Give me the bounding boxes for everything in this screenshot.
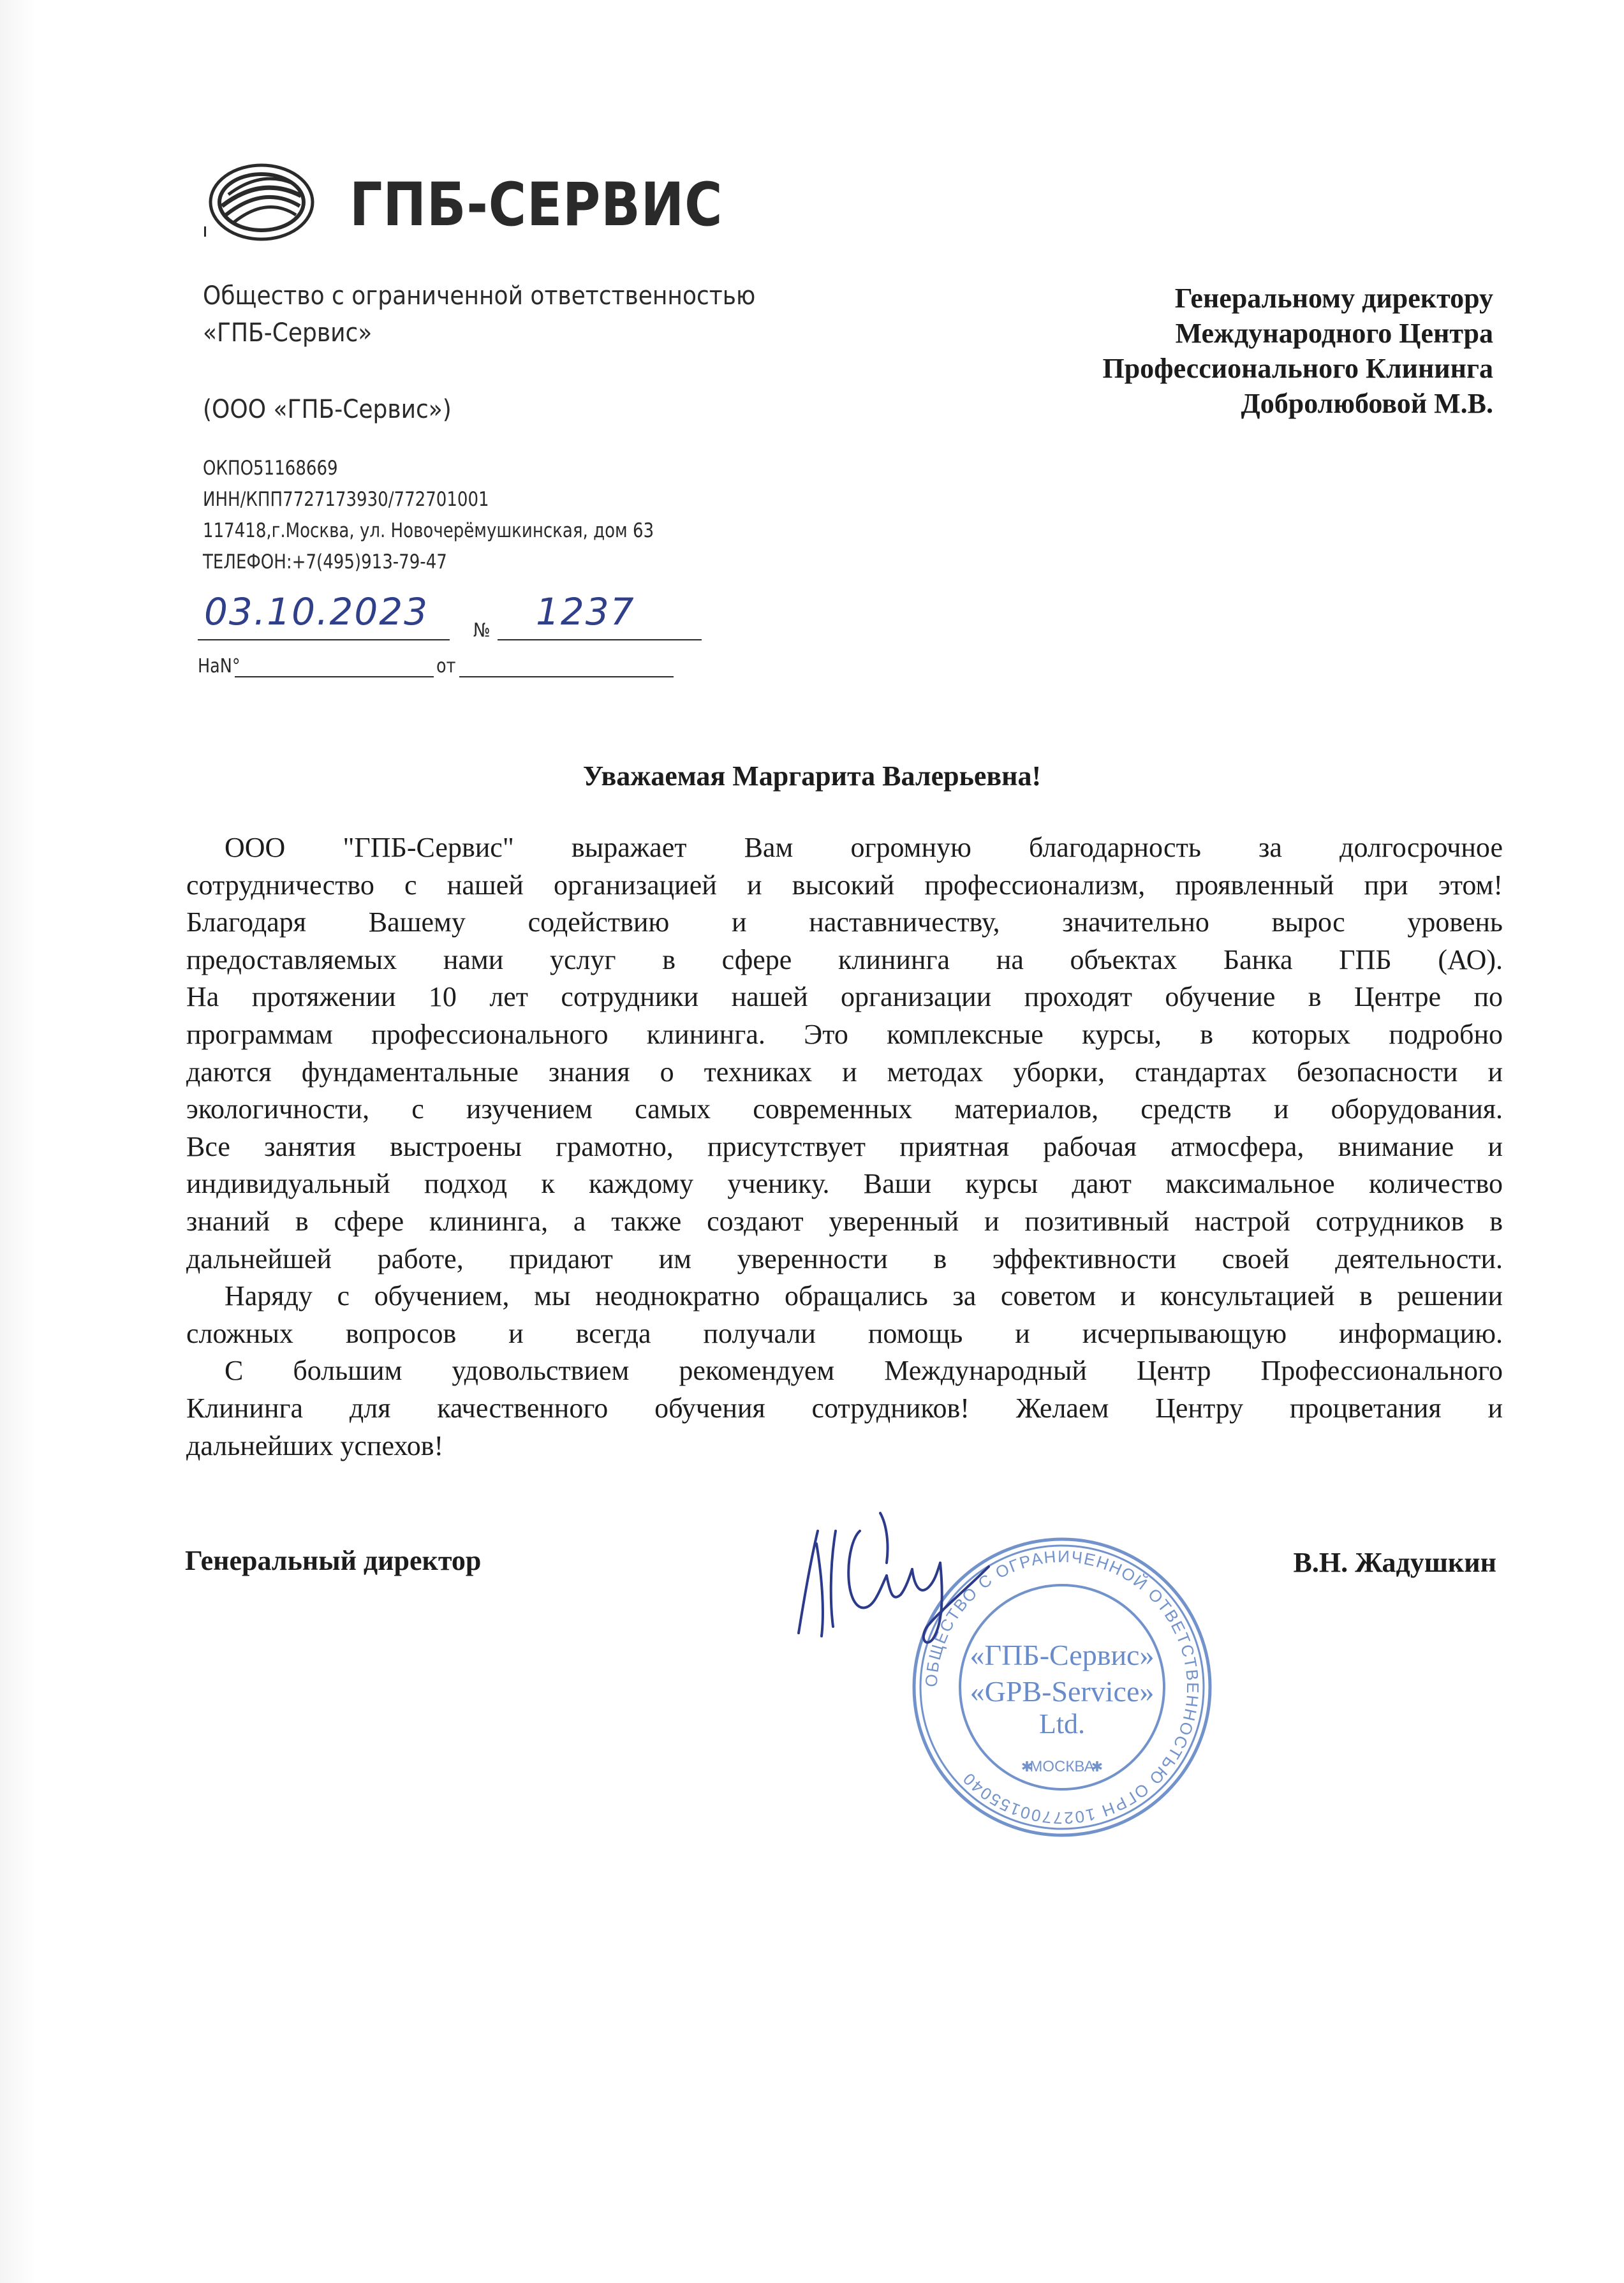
signatory-name: В.Н. Жадушкин — [1293, 1547, 1496, 1578]
from-underline — [459, 676, 674, 677]
okpo-code: ОКПО51168669 — [203, 457, 338, 480]
date-underline — [198, 639, 450, 640]
number-underline — [498, 639, 702, 640]
company-full-name-line1: Общество с ограниченной ответственностью — [203, 281, 756, 311]
company-logo — [203, 156, 723, 252]
inn-kpp-code: ИНН/КПП7727173930/772701001 — [203, 488, 489, 511]
company-requisites — [203, 453, 740, 578]
body-line: знаний в сфере клининга, а также создают уверенный и позитивный настрой сотрудников в — [186, 1205, 1503, 1237]
body-line: дальнейшей работе, придают им уверенности в эффективности своей деятельности. — [186, 1243, 1503, 1274]
addressee-line: Добролюбовой М.В. — [1241, 388, 1493, 419]
scan-edge-shadow — [0, 0, 38, 2283]
body-line: Клининга для качественного обучения сотрудников! Желаем Центру процветания и — [186, 1392, 1503, 1424]
body-line: сложных вопросов и всегда получали помощь и исчерпывающую информацию. — [186, 1317, 1503, 1349]
letter-body — [186, 829, 1503, 1465]
body-line: Благодаря Вашему содействию и наставничеству, значительно вырос уровень — [186, 906, 1503, 938]
signatory-title: Генеральный директор — [185, 1545, 482, 1576]
in-reply-underline — [235, 676, 434, 677]
body-line: На протяжении 10 лет сотрудники нашей организации проходят обучение в Центре по — [186, 981, 1503, 1013]
company-phone: ТЕЛЕФОН:+7(495)913-79-47 — [203, 550, 447, 573]
body-line: экологичности, с изучением самых современных материалов, средств и оборудования. — [186, 1093, 1503, 1125]
addressee-line: Профессионального Клининга — [1102, 353, 1493, 384]
outgoing-date-handwritten: 03.10.2023 — [204, 590, 429, 633]
body-line: программам профессионального клининга. Это комплексные курсы, в которых подробно — [186, 1018, 1503, 1050]
company-name-block — [203, 277, 777, 428]
stamp-city: МОСКВА — [1030, 1758, 1095, 1775]
company-short-name: (ООО «ГПБ-Сервис») — [203, 395, 452, 424]
stamp-name-en: «GPB-Service» — [970, 1675, 1155, 1708]
body-line: индивидуальный подход к каждому ученику. Ваши курсы дают максимальное количество — [186, 1168, 1503, 1200]
body-line: даются фундаментальные знания о техниках и методах уборки, стандартах безопасности и — [186, 1056, 1503, 1088]
company-address: 117418,г.Москва, ул. Новочерёмушкинская, дом 63 — [203, 519, 654, 542]
body-line: Наряду с обучением, мы неоднократно обращались за советом и консультацией в решении — [225, 1280, 1503, 1312]
body-line: С большим удовольствием рекомендуем Международный Центр Профессионального — [225, 1355, 1503, 1387]
body-line: предоставляемых нами услуг в сфере клининга на объектах Банка ГПБ (АО). — [186, 943, 1503, 975]
greeting: Уважаемая Маргарита Валерьевна! — [582, 760, 1042, 792]
logo-wordmark: ГПБ-СЕРВИС — [350, 170, 723, 240]
stamp-name-ru: «ГПБ-Сервис» — [970, 1639, 1155, 1671]
addressee-line: Международного Центра — [1175, 318, 1493, 349]
addressee-line: Генеральному директору — [1174, 283, 1493, 314]
registration-block — [198, 590, 702, 689]
outgoing-number-handwritten: 1237 — [536, 590, 635, 633]
stamp-star-icon: ✱ — [1021, 1759, 1033, 1775]
stamp-ltd: Ltd. — [1038, 1708, 1086, 1740]
in-reply-label: НаN° — [198, 655, 240, 677]
addressee-block — [1102, 281, 1493, 421]
body-line: Все занятия выстроены грамотно, присутствует приятная рабочая атмосфера, внимание и — [186, 1130, 1503, 1162]
number-label: № — [473, 619, 491, 642]
body-line: дальнейших успехов! — [186, 1430, 444, 1461]
company-full-name-line2: «ГПБ-Сервис» — [203, 318, 373, 348]
body-line: ООО "ГПБ-Сервис" выражает Вам огромную благодарность за долгосрочное — [225, 832, 1503, 863]
handwritten-signature-icon — [785, 1505, 1001, 1652]
from-label: от — [436, 655, 456, 677]
stamp-ring-text: ОБЩЕСТВО С ОГРАНИЧЕННОЙ ОТВЕТСТВЕННОСТЬЮ ОГРН 1027700155040 — [921, 1546, 1203, 1828]
globe-emblem-icon — [203, 156, 318, 252]
stamp-star-icon: ✱ — [1091, 1759, 1104, 1775]
body-line: сотрудничество с нашей организацией и высокий профессионализм, проявленный при этом! — [186, 869, 1503, 901]
